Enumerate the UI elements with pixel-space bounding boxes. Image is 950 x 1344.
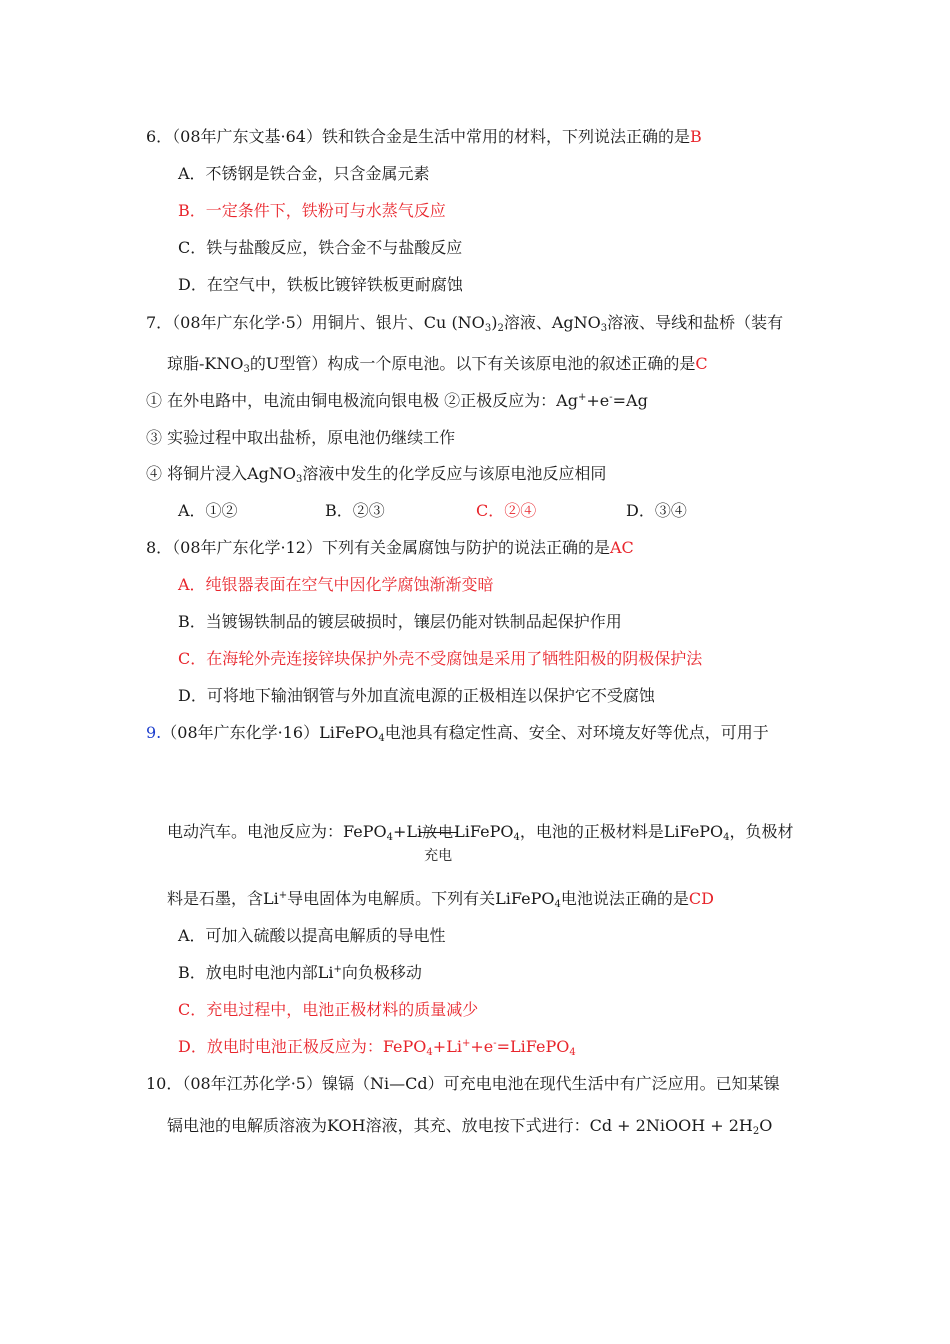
arrow-label-discharge: 放电 <box>422 823 455 841</box>
q9-l2-sub3: 4 <box>723 832 730 843</box>
q7-s4-sub: 3 <box>296 474 303 485</box>
q7-option-a: A．①② <box>178 501 238 520</box>
q9-option-c: C．充电过程中，电池正极材料的质量减少 <box>178 1000 479 1019</box>
q9-l2-e: ，负极材 <box>729 822 794 841</box>
q9-opt-d-a: D．放电时电池正极反应为：FePO <box>178 1037 427 1056</box>
q9-stem-line2 <box>167 821 794 864</box>
q9-opt-d-sub1: 4 <box>426 1047 433 1058</box>
q8-stem-text: 8．（08年广东化学·12）下列有关金属腐蚀与防护的说法正确的是 <box>146 538 610 557</box>
q9-opt-b-sup: + <box>333 964 342 975</box>
reaction-arrow <box>422 821 455 864</box>
q7-s1-a: ① 在外电路中，电流由铜电极流向银电极 ②正极反应为：Ag <box>146 391 578 410</box>
q9-opt-b-a: B．放电时电池内部Li <box>178 963 334 982</box>
q9-l3-sup: + <box>278 890 288 901</box>
q7-s1-c: =Ag <box>612 391 648 410</box>
q9-opt-d-b: +Li <box>432 1037 462 1056</box>
q9-opt-b-b: 向负极移动 <box>341 963 422 982</box>
q6-option-a: A．不锈钢是铁合金，只含金属元素 <box>178 164 430 183</box>
q7-s4-b: 溶液中发生的化学反应与该原电池反应相同 <box>302 464 607 483</box>
q7-statement-4 <box>146 463 606 485</box>
q7-stem-line2 <box>167 353 708 375</box>
q9-l2-sub1: 4 <box>386 832 393 843</box>
q9-l3-c: 电池说法正确的是 <box>560 889 689 908</box>
q10-line2-a: 镉电池的电解质溶液为KOH溶液，其充、放电按下式进行：Cd + 2NiOOH + 2H <box>167 1116 753 1135</box>
q7-line1-a: 7．（08年广东化学·5）用铜片、银片、Cu (NO <box>146 313 485 332</box>
q7-line2-sub: 3 <box>243 364 250 375</box>
q9-stem-sub: 4 <box>378 733 385 744</box>
q10-stem-line1: 10．（08年江苏化学·5）镍镉（Ni—Cd）可充电电池在现代生活中有广泛应用。已知某镍 <box>146 1074 780 1093</box>
q9-opt-d-sup1: + <box>461 1038 471 1049</box>
q9-opt-d-sub2: 4 <box>569 1047 576 1058</box>
q6-stem <box>146 126 702 148</box>
q7-line1-c: 溶液、AgNO <box>503 313 601 332</box>
q10-line2-b: O <box>759 1116 773 1135</box>
q7-s1-b: +e <box>586 391 610 410</box>
q9-option-a: A．可加入硫酸以提高电解质的导电性 <box>178 926 446 945</box>
q6-stem-text: 6．（08年广东文基·64）铁和铁合金是生活中常用的材料，下列说法正确的是 <box>146 127 690 146</box>
q7-line2-a: 琼脂-KNO <box>167 354 244 373</box>
q9-stem-line3 <box>167 888 714 910</box>
q8-stem <box>146 537 634 559</box>
q10-line2-sub: 2 <box>752 1126 760 1137</box>
arrow-label-charge: 充电 <box>424 848 453 864</box>
q7-statement-3: ③ 实验过程中取出盐桥，原电池仍继续工作 <box>146 428 456 447</box>
q9-l2-sub2: 4 <box>513 832 520 843</box>
q6-option-b: B．一定条件下，铁粉可与水蒸气反应 <box>178 201 446 220</box>
q7-s1-sup1: + <box>577 392 587 403</box>
q9-option-d <box>178 1036 576 1058</box>
q7-line1-d: 溶液、导线和盐桥（装有 <box>607 313 784 332</box>
q9-stem-line1 <box>146 722 769 744</box>
q9-l2-b: +Li <box>392 822 423 841</box>
arrow-line <box>420 832 458 833</box>
q7-line1-sub3: 3 <box>600 323 608 334</box>
q9-l3-b: 导电固体为电解质。下列有关LiFePO <box>287 889 555 908</box>
q8-answer: AC <box>610 538 634 557</box>
q6-answer: B <box>690 127 702 146</box>
q9-opt-d-sup2: - <box>493 1038 497 1049</box>
q7-statement-1-2 <box>146 390 648 412</box>
q7-line2-b: 的U型管）构成一个原电池。以下有关该原电池的叙述正确的是 <box>249 354 696 373</box>
q7-stem-line1 <box>146 312 783 334</box>
q9-l3-sub: 4 <box>554 899 561 910</box>
q8-option-d: D．可将地下输油钢管与外加直流电源的正极相连以保护它不受腐蚀 <box>178 686 655 705</box>
q9-answer: CD <box>688 889 714 908</box>
q7-answer: C <box>695 354 708 373</box>
q7-line1-sub2: 2 <box>497 323 504 334</box>
q8-option-b: B．当镀锡铁制品的镀层破损时，镶层仍能对铁制品起保护作用 <box>178 612 622 631</box>
q7-option-c: C．②④ <box>476 501 537 520</box>
q10-stem-line2 <box>167 1115 772 1137</box>
q7-line1-sub1: 3 <box>484 323 492 334</box>
q7-s1-sup2: - <box>609 392 613 403</box>
q6-option-d: D．在空气中，铁板比镀锌铁板更耐腐蚀 <box>178 275 463 294</box>
q6-option-c: C．铁与盐酸反应，铁合金不与盐酸反应 <box>178 238 463 257</box>
q9-option-b <box>178 962 422 984</box>
q8-option-c: C．在海轮外壳连接锌块保护外壳不受腐蚀是采用了牺牲阳极的阴极保护法 <box>178 649 703 668</box>
q9-l2-d: ，电池的正极材料是LiFePO <box>519 822 724 841</box>
q9-l2-a: 电动汽车。电池反应为：FePO <box>167 822 387 841</box>
q9-opt-d-c: +e <box>470 1037 494 1056</box>
q9-stem-a: （08年广东化学·16）LiFePO <box>161 723 379 742</box>
q9-l2-c: LiFePO <box>454 822 514 841</box>
q8-option-a: A．纯银器表面在空气中因化学腐蚀渐渐变暗 <box>178 575 494 594</box>
q9-stem-b: 电池具有稳定性高、安全、对环境友好等优点，可用于 <box>384 723 769 742</box>
q9-opt-d-d: =LiFePO <box>496 1037 570 1056</box>
q7-line1-b: ) <box>491 313 498 332</box>
q7-option-b: B．②③ <box>325 501 385 520</box>
q7-option-d: D．③④ <box>626 501 687 520</box>
q9-number: 9. <box>146 723 162 742</box>
q7-s4-a: ④ 将铜片浸入AgNO <box>146 464 297 483</box>
q9-l3-a: 料是石墨，含Li <box>167 889 279 908</box>
